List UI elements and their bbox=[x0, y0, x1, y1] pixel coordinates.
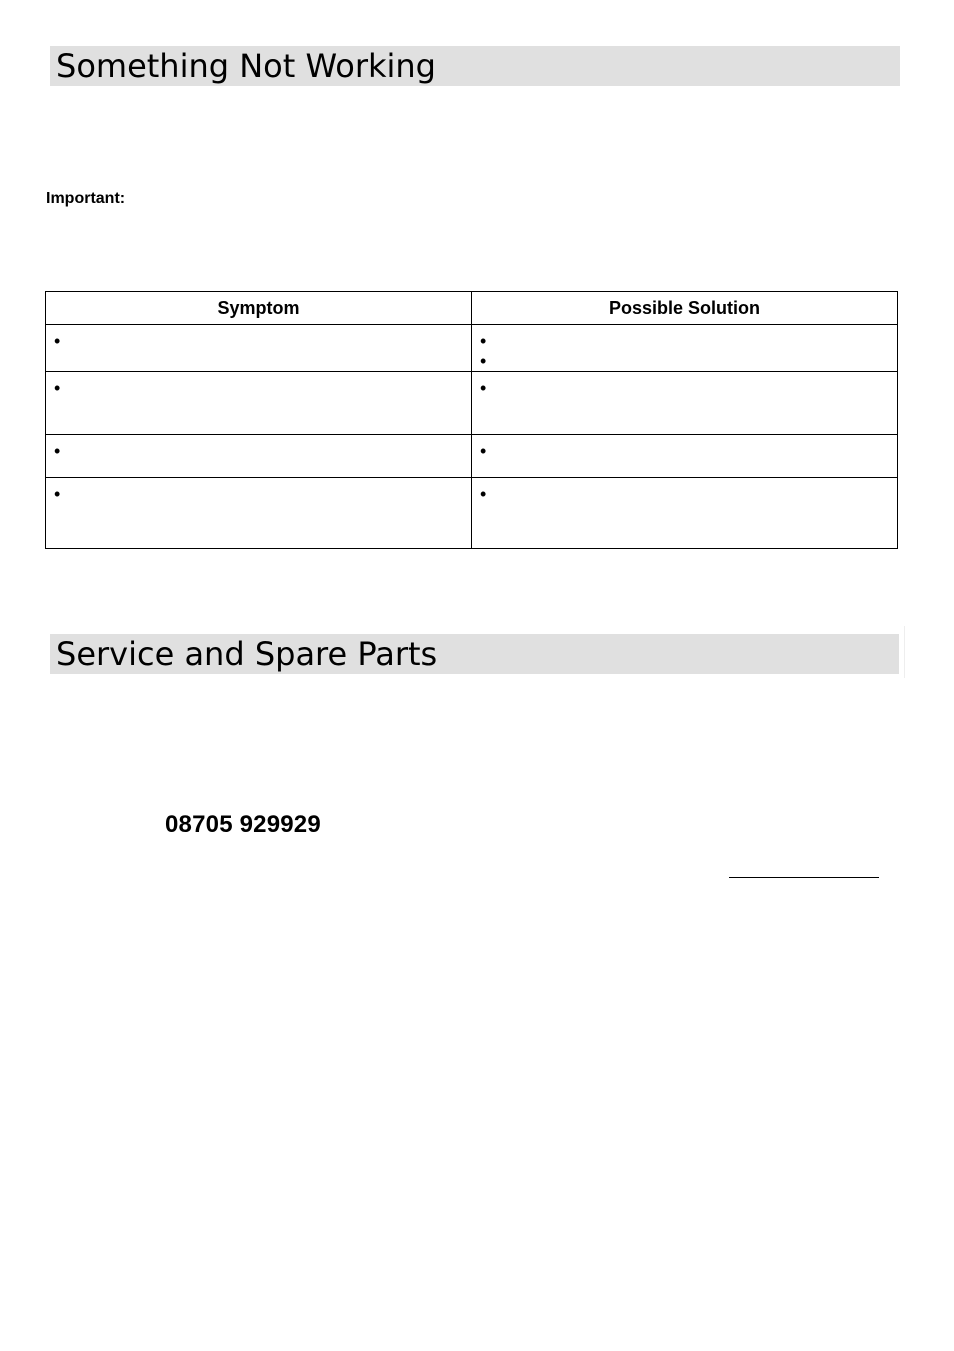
important-label: Important: bbox=[46, 190, 126, 207]
list-item bbox=[54, 331, 471, 351]
symptom-cell bbox=[46, 478, 472, 549]
solution-bullet-list bbox=[472, 325, 897, 371]
symptom-bullet-list bbox=[46, 478, 471, 504]
table-row bbox=[46, 325, 898, 372]
table-row bbox=[46, 478, 898, 549]
list-item bbox=[54, 484, 471, 504]
solution-column-header: Possible Solution bbox=[472, 292, 898, 325]
symptom-bullet-list bbox=[46, 372, 471, 398]
header-edge-rule bbox=[899, 626, 905, 678]
solution-cell bbox=[472, 478, 898, 549]
list-item bbox=[480, 378, 897, 398]
solution-bullet-list bbox=[472, 435, 897, 461]
table-header-row bbox=[46, 292, 898, 325]
symptom-bullet-list bbox=[46, 325, 471, 351]
symptom-bullet-list bbox=[46, 435, 471, 461]
list-item bbox=[480, 484, 897, 504]
solution-cell bbox=[472, 325, 898, 372]
list-item bbox=[54, 441, 471, 461]
table-row bbox=[46, 372, 898, 435]
list-item bbox=[54, 378, 471, 398]
section-title-service-and-spare-parts: Service and Spare Parts bbox=[50, 634, 899, 674]
service-phone-number: 08705 929929 bbox=[165, 811, 321, 838]
solution-cell bbox=[472, 435, 898, 478]
table-row bbox=[46, 435, 898, 478]
list-item bbox=[480, 351, 897, 371]
symptom-cell bbox=[46, 325, 472, 372]
symptom-cell bbox=[46, 435, 472, 478]
section-title-something-not-working: Something Not Working bbox=[50, 46, 900, 86]
list-item bbox=[480, 331, 897, 351]
solution-bullet-list bbox=[472, 372, 897, 398]
troubleshooting-table bbox=[45, 291, 898, 549]
symptom-column-header: Symptom bbox=[46, 292, 472, 325]
link-underline[interactable] bbox=[729, 877, 879, 878]
solution-cell bbox=[472, 372, 898, 435]
list-item bbox=[480, 441, 897, 461]
symptom-cell bbox=[46, 372, 472, 435]
solution-bullet-list bbox=[472, 478, 897, 504]
